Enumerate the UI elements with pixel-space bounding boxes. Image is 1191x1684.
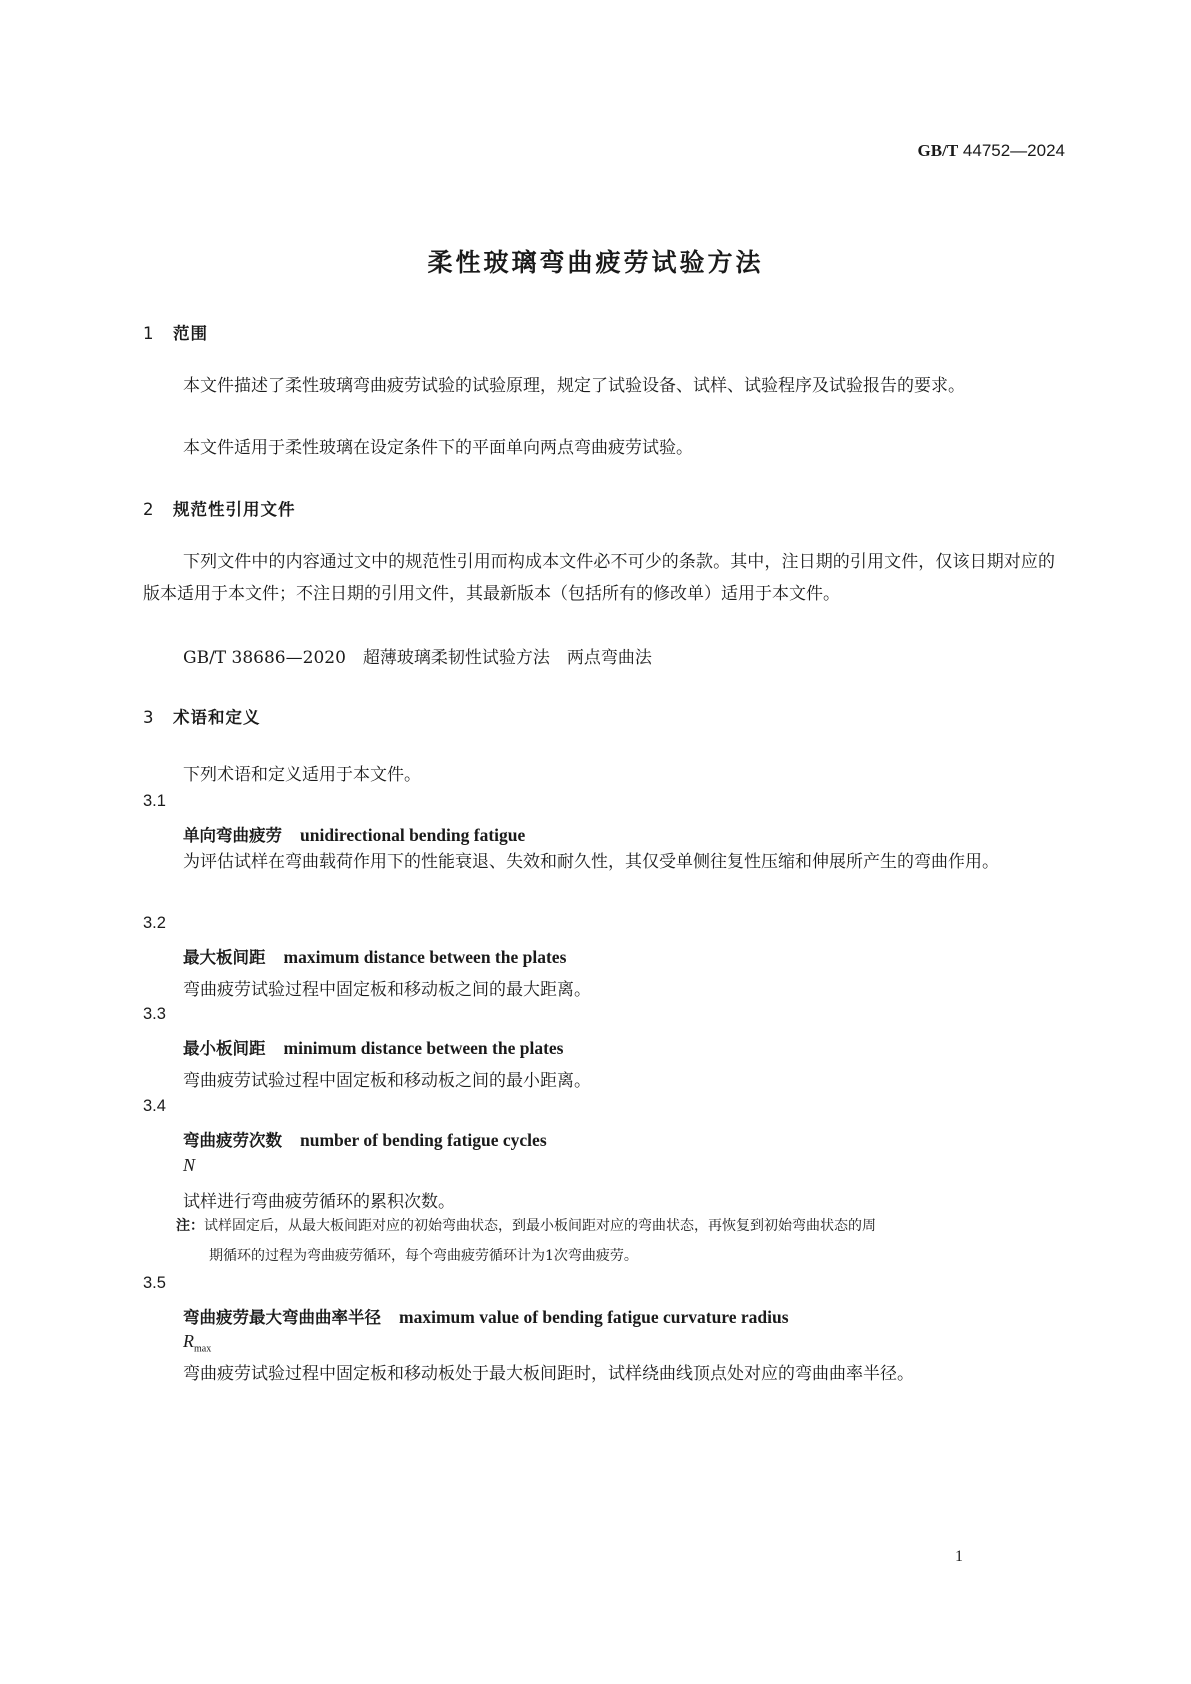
term-symbol: $R_{max}$ bbox=[183, 1331, 212, 1355]
term-heading: 弯曲疲劳最大弯曲曲率半径 maximum value of bending fatigue curvature radius bbox=[183, 1307, 789, 1327]
term-number: 3.1 bbox=[143, 792, 166, 810]
term-heading: 最大板间距 maximum distance between the plates bbox=[183, 947, 567, 967]
term-number: 3.4 bbox=[143, 1097, 166, 1115]
term-heading: 最小板间距 minimum distance between the plates bbox=[183, 1038, 564, 1058]
term-symbol: N bbox=[183, 1155, 196, 1175]
standard-number: GB/T 44752—2024 bbox=[917, 141, 1065, 160]
term-note: 注：试样固定后，从最大板间距对应的初始弯曲状态，到最小板间距对应的弯曲状态，再恢复到初始弯曲状态的周 期循环的过程为弯曲疲劳循环，每个弯曲疲劳循环计为1次弯曲疲劳。 bbox=[176, 1218, 876, 1264]
term-definition: 弯曲疲劳试验过程中固定板和移动板之间的最小距离。 bbox=[183, 1071, 591, 1091]
term-heading: 单向弯曲疲劳 unidirectional bending fatigue bbox=[183, 825, 526, 845]
section-1-paragraph-2: 本文件适用于柔性玻璃在设定条件下的平面单向两点弯曲疲劳试验。 bbox=[183, 438, 693, 458]
term-heading: 弯曲疲劳次数 number of bending fatigue cycles bbox=[183, 1130, 547, 1150]
section-2-paragraph: 下列文件中的内容通过文中的规范性引用而构成本文件必不可少的条款。其中，注日期的引用文件，仅该日期对应的版本适用于本文件；不注日期的引用文件，其最新版本（包括所有的修改单）适用于本文件。 bbox=[143, 552, 1055, 604]
section-1-paragraph-1: 本文件描述了柔性玻璃弯曲疲劳试验的试验原理，规定了试验设备、试样、试验程序及试验报告的要求。 bbox=[183, 376, 965, 396]
section-1-heading: 1 范围 bbox=[143, 324, 208, 343]
term-definition: 试样进行弯曲疲劳循环的累积次数。 bbox=[183, 1192, 455, 1212]
term-definition: 弯曲疲劳试验过程中固定板和移动板之间的最大距离。 bbox=[183, 980, 591, 1000]
section-3-heading: 3 术语和定义 bbox=[143, 708, 261, 727]
term-definition: 为评估试样在弯曲载荷作用下的性能衰退、失效和耐久性，其仅受单侧往复性压缩和伸展所产生的弯曲作用。 bbox=[183, 852, 999, 872]
page-number: 1 bbox=[955, 1548, 963, 1565]
note-label: 注： bbox=[176, 1218, 204, 1234]
section-3-intro: 下列术语和定义适用于本文件。 bbox=[183, 765, 421, 785]
term-definition: 弯曲疲劳试验过程中固定板和移动板处于最大板间距时，试样绕曲线顶点处对应的弯曲曲率半径。 bbox=[183, 1364, 914, 1384]
document-title: 柔性玻璃弯曲疲劳试验方法 bbox=[427, 248, 764, 277]
term-number: 3.5 bbox=[143, 1274, 166, 1292]
normative-reference: GB/T 38686—2020 超薄玻璃柔韧性试验方法 两点弯曲法 bbox=[183, 648, 652, 668]
term-number: 3.3 bbox=[143, 1005, 166, 1023]
term-number: 3.2 bbox=[143, 914, 166, 932]
section-2-heading: 2 规范性引用文件 bbox=[143, 500, 296, 519]
